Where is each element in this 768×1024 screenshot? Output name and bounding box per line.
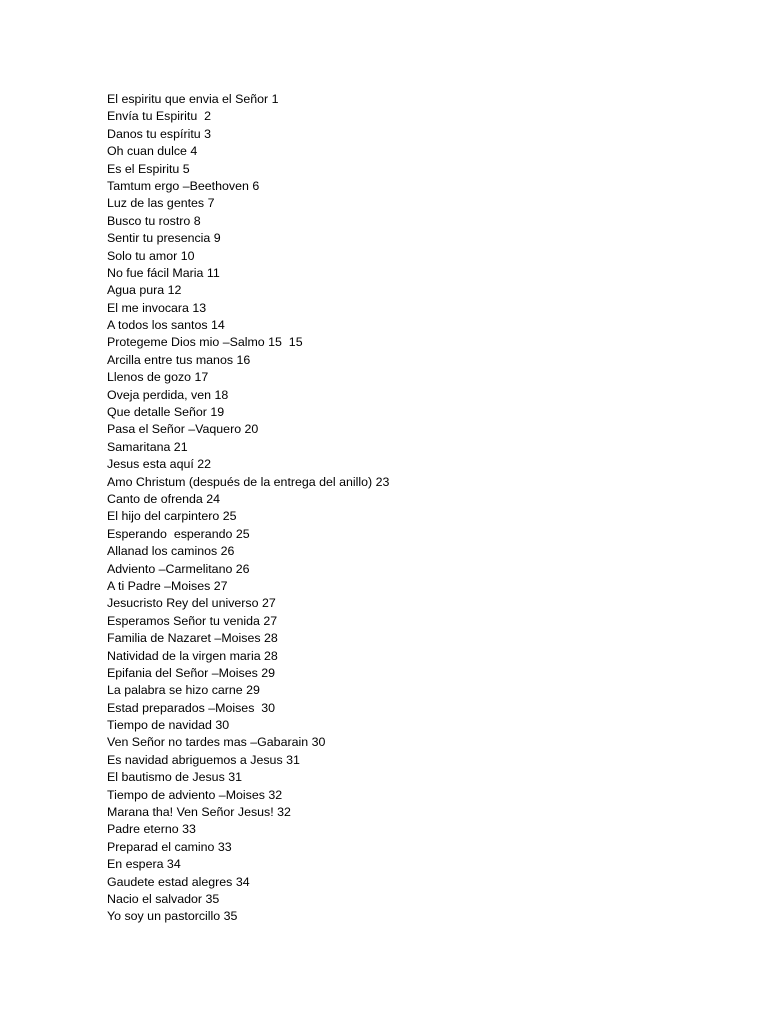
song-index-list <box>107 91 389 926</box>
song-entry: Oh cuan dulce 4 <box>107 144 198 159</box>
song-entry: Es el Espiritu 5 <box>107 161 190 176</box>
song-entry: Jesucristo Rey del universo 27 <box>107 596 276 611</box>
song-entry: Solo tu amor 10 <box>107 248 195 263</box>
song-entry: Marana tha! Ven Señor Jesus! 32 <box>107 805 291 820</box>
song-entry: Preparad el camino 33 <box>107 839 232 854</box>
song-entry: Luz de las gentes 7 <box>107 196 215 211</box>
song-entry: Oveja perdida, ven 18 <box>107 387 229 402</box>
song-entry: Ven Señor no tardes mas –Gabarain 30 <box>107 735 326 750</box>
song-entry: Canto de ofrenda 24 <box>107 491 220 506</box>
song-entry: Gaudete estad alegres 34 <box>107 874 250 889</box>
song-entry: Nacio el salvador 35 <box>107 891 220 906</box>
song-entry: Llenos de gozo 17 <box>107 370 209 385</box>
song-entry: Tamtum ergo –Beethoven 6 <box>107 178 260 193</box>
song-entry: Yo soy un pastorcillo 35 <box>107 909 238 924</box>
song-entry: Busco tu rostro 8 <box>107 213 201 228</box>
song-entry: Samaritana 21 <box>107 439 188 454</box>
song-entry: Que detalle Señor 19 <box>107 405 225 420</box>
song-entry: Danos tu espíritu 3 <box>107 126 212 141</box>
song-entry: Allanad los caminos 26 <box>107 544 235 559</box>
song-entry: Estad preparados –Moises 30 <box>107 700 276 715</box>
song-entry: Agua pura 12 <box>107 283 182 298</box>
song-entry: Esperamos Señor tu venida 27 <box>107 613 278 628</box>
song-entry: Esperando esperando 25 <box>107 526 250 541</box>
song-entry: Jesus esta aquí 22 <box>107 457 212 472</box>
song-entry: El hijo del carpintero 25 <box>107 509 237 524</box>
song-entry: Familia de Nazaret –Moises 28 <box>107 631 278 646</box>
song-entry: La palabra se hizo carne 29 <box>107 683 260 698</box>
song-entry: El bautismo de Jesus 31 <box>107 770 242 785</box>
song-entry: A ti Padre –Moises 27 <box>107 578 228 593</box>
song-entry: Protegeme Dios mio –Salmo 15 15 <box>107 335 303 350</box>
song-entry: Pasa el Señor –Vaquero 20 <box>107 422 259 437</box>
song-entry: Envía tu Espiritu 2 <box>107 109 211 124</box>
song-entry: Adviento –Carmelitano 26 <box>107 561 250 576</box>
song-entry: Amo Christum (después de la entrega del anillo) 23 <box>107 474 390 489</box>
song-entry: Sentir tu presencia 9 <box>107 231 221 246</box>
song-entry: Tiempo de navidad 30 <box>107 718 230 733</box>
song-entry: El me invocara 13 <box>107 300 207 315</box>
song-entry: No fue fácil Maria 11 <box>107 265 220 280</box>
song-entry: Tiempo de adviento –Moises 32 <box>107 787 283 802</box>
song-entry: A todos los santos 14 <box>107 318 225 333</box>
song-entry: Padre eterno 33 <box>107 822 196 837</box>
song-entry: Arcilla entre tus manos 16 <box>107 352 251 367</box>
song-entry: Es navidad abriguemos a Jesus 31 <box>107 752 300 767</box>
song-entry: Natividad de la virgen maria 28 <box>107 648 278 663</box>
song-entry: Epifania del Señor –Moises 29 <box>107 665 276 680</box>
song-entry: En espera 34 <box>107 857 181 872</box>
song-entry: El espiritu que envia el Señor 1 <box>107 92 279 106</box>
